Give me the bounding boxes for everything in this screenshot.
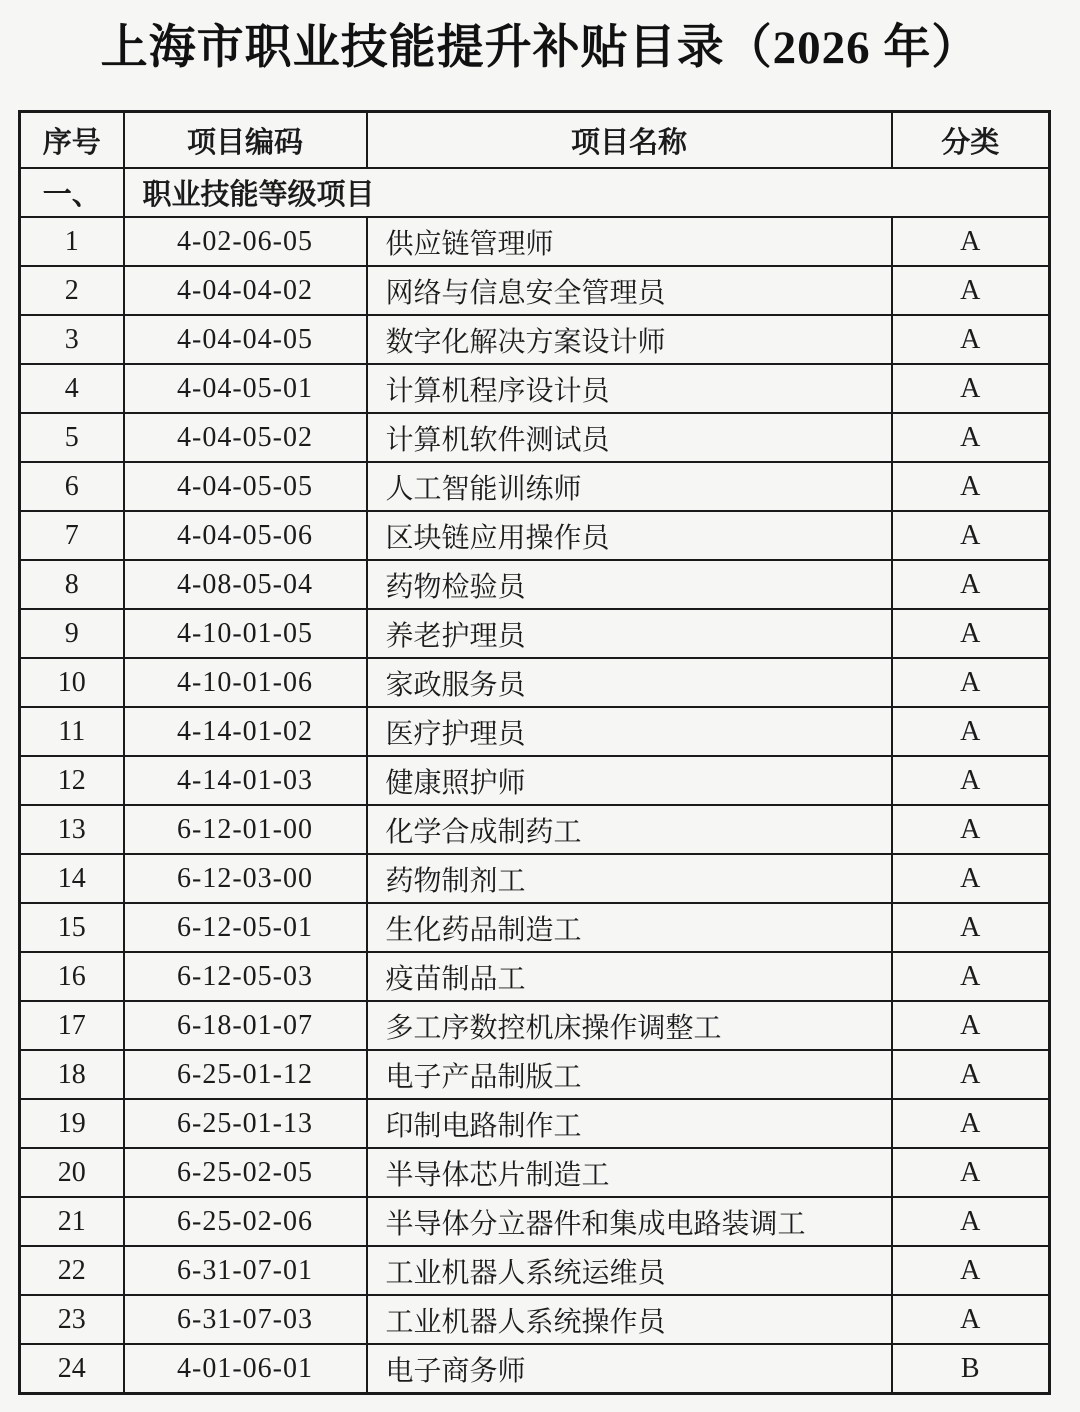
cell-category: A <box>892 1148 1050 1197</box>
column-header-category: 分类 <box>892 112 1050 169</box>
cell-no: 7 <box>20 511 124 560</box>
cell-code: 6-31-07-03 <box>124 1295 367 1344</box>
cell-no: 23 <box>20 1295 124 1344</box>
cell-no: 3 <box>20 315 124 364</box>
cell-no: 20 <box>20 1148 124 1197</box>
cell-category: A <box>892 1295 1050 1344</box>
table-row <box>20 903 1050 952</box>
cell-name: 药物检验员 <box>367 560 892 609</box>
page-title: 上海市职业技能提升补贴目录（2026 年） <box>100 22 980 74</box>
cell-code: 6-12-01-00 <box>124 805 367 854</box>
cell-name: 健康照护师 <box>367 756 892 805</box>
cell-name: 工业机器人系统操作员 <box>367 1295 892 1344</box>
table-row <box>20 1001 1050 1050</box>
cell-no: 18 <box>20 1050 124 1099</box>
cell-no: 19 <box>20 1099 124 1148</box>
cell-code: 4-04-05-06 <box>124 511 367 560</box>
table-row <box>20 1099 1050 1148</box>
cell-code: 6-25-02-05 <box>124 1148 367 1197</box>
cell-code: 4-14-01-02 <box>124 707 367 756</box>
cell-code: 6-18-01-07 <box>124 1001 367 1050</box>
cell-no: 14 <box>20 854 124 903</box>
table-row <box>20 756 1050 805</box>
table-row <box>20 217 1050 266</box>
table-row <box>20 1295 1050 1344</box>
cell-code: 6-25-01-12 <box>124 1050 367 1099</box>
cell-code: 4-08-05-04 <box>124 560 367 609</box>
cell-no: 12 <box>20 756 124 805</box>
table-row <box>20 315 1050 364</box>
column-header-no: 序号 <box>20 112 124 169</box>
cell-name: 电子商务师 <box>367 1344 892 1394</box>
cell-name: 化学合成制药工 <box>367 805 892 854</box>
cell-code: 4-04-04-05 <box>124 315 367 364</box>
table-row <box>20 462 1050 511</box>
cell-code: 4-10-01-06 <box>124 658 367 707</box>
cell-name: 区块链应用操作员 <box>367 511 892 560</box>
cell-no: 13 <box>20 805 124 854</box>
column-header-code: 项目编码 <box>124 112 367 169</box>
section-row <box>20 168 1050 217</box>
cell-no: 15 <box>20 903 124 952</box>
cell-name: 印制电路制作工 <box>367 1099 892 1148</box>
cell-code: 6-25-01-13 <box>124 1099 367 1148</box>
cell-no: 16 <box>20 952 124 1001</box>
cell-no: 21 <box>20 1197 124 1246</box>
section-number: 一、 <box>20 168 124 217</box>
cell-name: 多工序数控机床操作调整工 <box>367 1001 892 1050</box>
table-row <box>20 854 1050 903</box>
cell-no: 1 <box>20 217 124 266</box>
cell-code: 4-02-06-05 <box>124 217 367 266</box>
table-row <box>20 952 1050 1001</box>
cell-code: 4-04-05-05 <box>124 462 367 511</box>
cell-no: 5 <box>20 413 124 462</box>
cell-code: 6-12-05-01 <box>124 903 367 952</box>
table-body <box>20 168 1050 1394</box>
cell-no: 17 <box>20 1001 124 1050</box>
table-row <box>20 511 1050 560</box>
cell-code: 4-14-01-03 <box>124 756 367 805</box>
cell-code: 6-31-07-01 <box>124 1246 367 1295</box>
cell-category: A <box>892 1001 1050 1050</box>
table-header <box>20 112 1050 169</box>
cell-code: 4-10-01-05 <box>124 609 367 658</box>
section-title: 职业技能等级项目 <box>124 168 1050 217</box>
cell-no: 9 <box>20 609 124 658</box>
cell-category: A <box>892 1197 1050 1246</box>
cell-category: A <box>892 462 1050 511</box>
cell-name: 供应链管理师 <box>367 217 892 266</box>
cell-name: 计算机软件测试员 <box>367 413 892 462</box>
cell-category: A <box>892 217 1050 266</box>
cell-category: A <box>892 560 1050 609</box>
cell-code: 6-25-02-06 <box>124 1197 367 1246</box>
cell-category: A <box>892 266 1050 315</box>
table-row <box>20 1246 1050 1295</box>
table-row <box>20 1050 1050 1099</box>
cell-name: 工业机器人系统运维员 <box>367 1246 892 1295</box>
table-row <box>20 560 1050 609</box>
cell-category: A <box>892 413 1050 462</box>
table-row <box>20 609 1050 658</box>
table-row <box>20 1148 1050 1197</box>
cell-category: A <box>892 903 1050 952</box>
cell-code: 4-04-05-02 <box>124 413 367 462</box>
cell-no: 4 <box>20 364 124 413</box>
cell-name: 网络与信息安全管理员 <box>367 266 892 315</box>
cell-category: A <box>892 1050 1050 1099</box>
cell-category: A <box>892 854 1050 903</box>
cell-category: A <box>892 805 1050 854</box>
table-row <box>20 266 1050 315</box>
cell-name: 医疗护理员 <box>367 707 892 756</box>
cell-category: A <box>892 707 1050 756</box>
cell-name: 计算机程序设计员 <box>367 364 892 413</box>
cell-name: 家政服务员 <box>367 658 892 707</box>
header-row <box>20 112 1050 169</box>
cell-code: 4-01-06-01 <box>124 1344 367 1394</box>
cell-category: A <box>892 609 1050 658</box>
cell-name: 半导体芯片制造工 <box>367 1148 892 1197</box>
cell-category: A <box>892 315 1050 364</box>
cell-category: A <box>892 658 1050 707</box>
table-row <box>20 1197 1050 1246</box>
subsidy-catalog-table <box>18 110 1051 1395</box>
table-row <box>20 805 1050 854</box>
cell-category: A <box>892 1099 1050 1148</box>
cell-code: 6-12-03-00 <box>124 854 367 903</box>
column-header-name: 项目名称 <box>367 112 892 169</box>
cell-code: 4-04-05-01 <box>124 364 367 413</box>
cell-name: 养老护理员 <box>367 609 892 658</box>
cell-category: A <box>892 511 1050 560</box>
cell-category: A <box>892 756 1050 805</box>
cell-name: 人工智能训练师 <box>367 462 892 511</box>
table-row <box>20 413 1050 462</box>
cell-category: A <box>892 364 1050 413</box>
cell-name: 半导体分立器件和集成电路装调工 <box>367 1197 892 1246</box>
cell-category: B <box>892 1344 1050 1394</box>
table-row <box>20 707 1050 756</box>
cell-category: A <box>892 952 1050 1001</box>
cell-no: 2 <box>20 266 124 315</box>
cell-name: 疫苗制品工 <box>367 952 892 1001</box>
cell-no: 11 <box>20 707 124 756</box>
table-row <box>20 1344 1050 1394</box>
table-row <box>20 658 1050 707</box>
cell-name: 电子产品制版工 <box>367 1050 892 1099</box>
cell-no: 10 <box>20 658 124 707</box>
table-row <box>20 364 1050 413</box>
cell-code: 6-12-05-03 <box>124 952 367 1001</box>
cell-category: A <box>892 1246 1050 1295</box>
cell-no: 22 <box>20 1246 124 1295</box>
cell-name: 药物制剂工 <box>367 854 892 903</box>
cell-no: 8 <box>20 560 124 609</box>
cell-code: 4-04-04-02 <box>124 266 367 315</box>
cell-name: 数字化解决方案设计师 <box>367 315 892 364</box>
cell-no: 6 <box>20 462 124 511</box>
cell-no: 24 <box>20 1344 124 1394</box>
cell-name: 生化药品制造工 <box>367 903 892 952</box>
